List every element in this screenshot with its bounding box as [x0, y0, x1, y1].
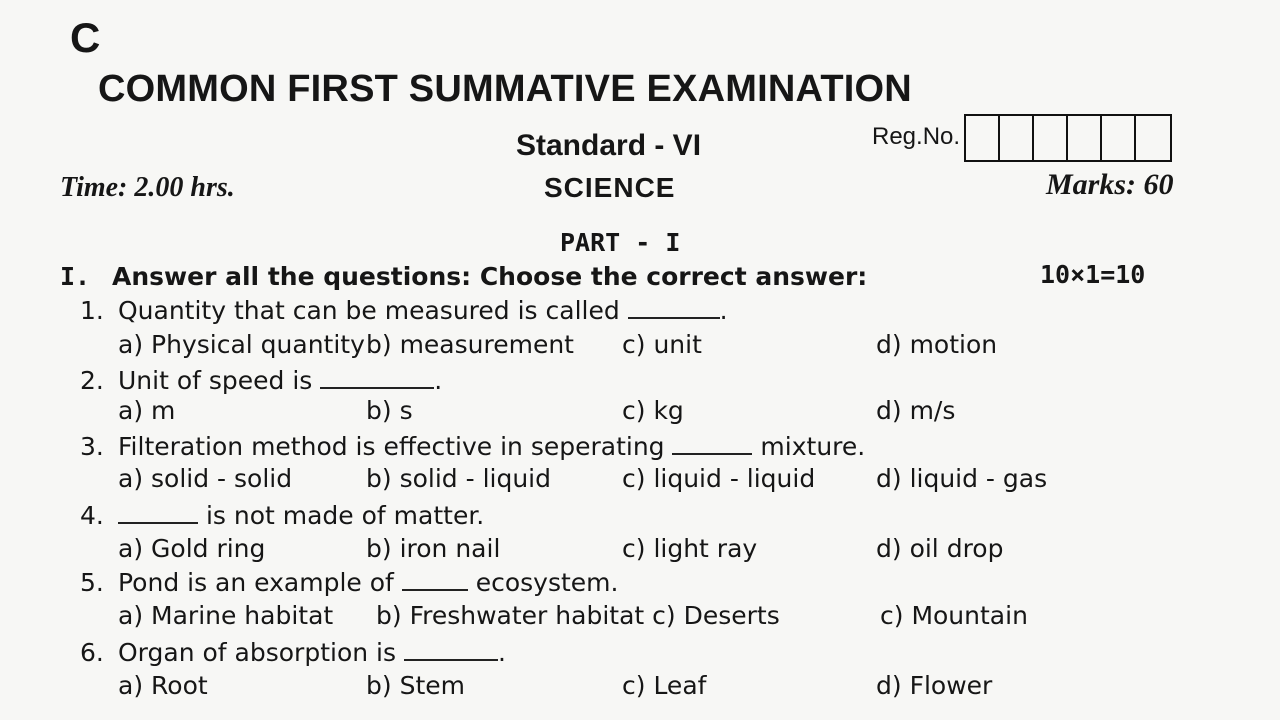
answer-option[interactable]: a) Root [118, 671, 208, 700]
answer-option[interactable]: c) Leaf [622, 671, 707, 700]
question-text-before: Pond is an example of [118, 568, 402, 597]
question-number: 3. [80, 432, 104, 461]
answer-blank[interactable] [672, 433, 752, 455]
question-text-after: . [434, 366, 443, 395]
question-number: 2. [80, 366, 104, 395]
answer-option[interactable]: b) Freshwater habitat c) Deserts [376, 601, 780, 630]
answer-option[interactable]: a) Marine habitat [118, 601, 334, 630]
reg-number-boxes [964, 114, 1172, 162]
answer-option[interactable]: d) liquid - gas [876, 464, 1048, 493]
question-text-after: mixture. [752, 432, 866, 461]
standard-label: Standard - VI [516, 129, 702, 162]
section-number: I. [60, 262, 91, 291]
answer-option[interactable]: d) motion [876, 330, 998, 359]
answer-blank[interactable] [628, 297, 720, 319]
answer-option[interactable]: d) oil drop [876, 534, 1004, 563]
answer-option[interactable]: d) Flower [876, 671, 993, 700]
answer-option[interactable]: c) light ray [622, 534, 758, 563]
question-stem [118, 501, 484, 530]
reg-number-box[interactable] [1034, 116, 1068, 160]
answer-option[interactable]: a) Physical quantity [118, 330, 365, 359]
answer-option[interactable]: c) unit [622, 330, 702, 359]
exam-time: Time: 2.00 hrs. [60, 172, 235, 203]
total-marks: Marks: 60 [1046, 168, 1174, 201]
answer-option[interactable]: c) liquid - liquid [622, 464, 816, 493]
answer-option[interactable]: c) Mountain [880, 601, 1028, 630]
question-text-after: . [719, 296, 728, 325]
answer-option[interactable]: a) Gold ring [118, 534, 266, 563]
question-stem [118, 296, 728, 325]
question-number: 1. [80, 296, 104, 325]
question-text-after: is not made of matter. [198, 501, 485, 530]
answer-blank[interactable] [320, 367, 434, 389]
question-text-after: ecosystem. [467, 568, 619, 597]
answer-blank[interactable] [118, 502, 198, 524]
question-text-before: Unit of speed is [118, 366, 321, 395]
question-number: 6. [80, 638, 104, 667]
reg-number-box[interactable] [1000, 116, 1034, 160]
exam-title: COMMON FIRST SUMMATIVE EXAMINATION [98, 68, 912, 110]
subject-title: SCIENCE [544, 172, 676, 203]
answer-blank[interactable] [404, 639, 498, 661]
set-code: C [70, 14, 101, 61]
section-marks: 10×1=10 [1040, 260, 1146, 289]
part-heading: PART - I [560, 228, 681, 257]
reg-number-box[interactable] [966, 116, 1000, 160]
question-text-before: Organ of absorption is [118, 638, 404, 667]
section-instruction: Answer all the questions: Choose the correct answer: [112, 262, 868, 291]
answer-option[interactable]: a) m [118, 396, 176, 425]
question-stem [118, 432, 865, 461]
answer-option[interactable]: c) kg [622, 396, 684, 425]
question-number: 5. [80, 568, 104, 597]
question-stem [118, 638, 506, 667]
answer-option[interactable]: b) s [366, 396, 413, 425]
answer-option[interactable]: a) solid - solid [118, 464, 293, 493]
question-number: 4. [80, 501, 104, 530]
reg-number-group [872, 114, 1172, 162]
answer-option[interactable]: d) m/s [876, 396, 956, 425]
answer-option[interactable]: b) solid - liquid [366, 464, 551, 493]
question-text-before: Quantity that can be measured is called [118, 296, 628, 325]
question-stem [118, 568, 618, 597]
answer-option[interactable]: b) Stem [366, 671, 465, 700]
reg-number-box[interactable] [1068, 116, 1102, 160]
answer-option[interactable]: b) measurement [366, 330, 574, 359]
answer-option[interactable]: b) iron nail [366, 534, 501, 563]
reg-number-box[interactable] [1136, 116, 1170, 160]
question-text-after: . [497, 638, 506, 667]
question-text-before: Filteration method is effective in seperating [118, 432, 673, 461]
reg-number-label: Reg.No. [872, 123, 961, 150]
answer-blank[interactable] [402, 569, 468, 591]
question-stem [118, 366, 442, 395]
reg-number-box[interactable] [1102, 116, 1136, 160]
